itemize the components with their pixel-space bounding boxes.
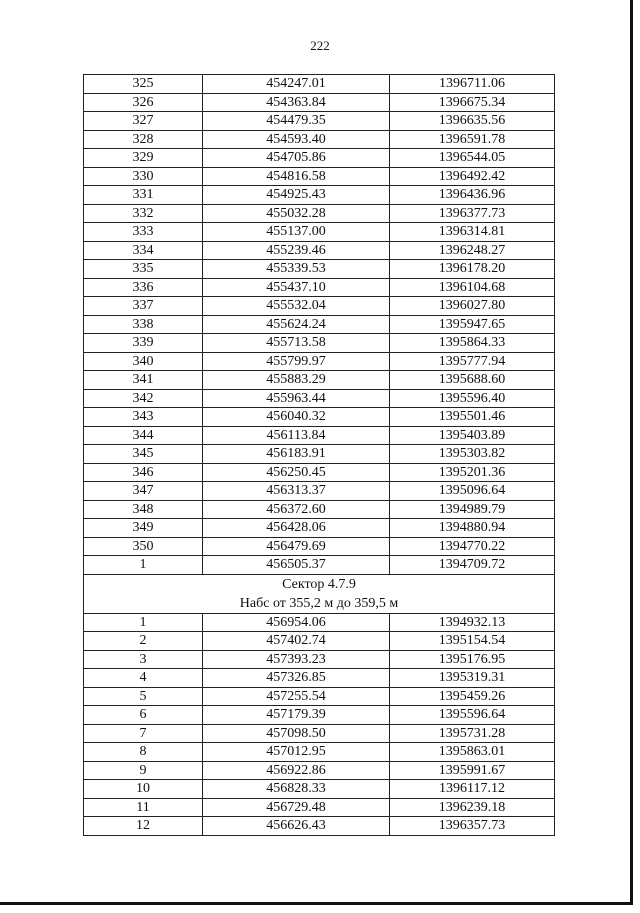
- x-coordinate: 457326.85: [203, 669, 390, 688]
- point-number: 11: [84, 798, 203, 817]
- point-number: 1: [84, 613, 203, 632]
- x-coordinate: 456372.60: [203, 500, 390, 519]
- y-coordinate: 1396492.42: [390, 167, 555, 186]
- point-number: 337: [84, 297, 203, 316]
- point-number: 327: [84, 112, 203, 131]
- sector-subtitle-row: [84, 594, 555, 614]
- coordinates-table-bottom: [84, 613, 555, 835]
- coordinates-table: [83, 74, 555, 836]
- table-row: [84, 724, 555, 743]
- x-coordinate: 455532.04: [203, 297, 390, 316]
- table-row: [84, 297, 555, 316]
- table-row: [84, 687, 555, 706]
- y-coordinate: 1396377.73: [390, 204, 555, 223]
- y-coordinate: 1394989.79: [390, 500, 555, 519]
- table-row: [84, 426, 555, 445]
- y-coordinate: 1396248.27: [390, 241, 555, 260]
- y-coordinate: 1395176.95: [390, 650, 555, 669]
- y-coordinate: 1396239.18: [390, 798, 555, 817]
- table-row: [84, 93, 555, 112]
- x-coordinate: 456505.37: [203, 556, 390, 575]
- point-number: 338: [84, 315, 203, 334]
- point-number: 349: [84, 519, 203, 538]
- x-coordinate: 455713.58: [203, 334, 390, 353]
- point-number: 339: [84, 334, 203, 353]
- x-coordinate: 456479.69: [203, 537, 390, 556]
- x-coordinate: 454247.01: [203, 75, 390, 94]
- table-row: [84, 223, 555, 242]
- point-number: 333: [84, 223, 203, 242]
- sector-title: Сектор 4.7.9: [84, 574, 555, 594]
- x-coordinate: 457255.54: [203, 687, 390, 706]
- y-coordinate: 1395596.40: [390, 389, 555, 408]
- y-coordinate: 1396711.06: [390, 75, 555, 94]
- point-number: 346: [84, 463, 203, 482]
- x-coordinate: 454816.58: [203, 167, 390, 186]
- sector-title-row: [84, 574, 555, 594]
- point-number: 331: [84, 186, 203, 205]
- table-row: [84, 780, 555, 799]
- table-row: [84, 315, 555, 334]
- y-coordinate: 1395991.67: [390, 761, 555, 780]
- x-coordinate: 454479.35: [203, 112, 390, 131]
- table-row: [84, 761, 555, 780]
- x-coordinate: 456250.45: [203, 463, 390, 482]
- point-number: 350: [84, 537, 203, 556]
- point-number: 8: [84, 743, 203, 762]
- point-number: 343: [84, 408, 203, 427]
- y-coordinate: 1396635.56: [390, 112, 555, 131]
- y-coordinate: 1395319.31: [390, 669, 555, 688]
- x-coordinate: 454705.86: [203, 149, 390, 168]
- table-row: [84, 112, 555, 131]
- x-coordinate: 455239.46: [203, 241, 390, 260]
- point-number: 5: [84, 687, 203, 706]
- y-coordinate: 1396314.81: [390, 223, 555, 242]
- y-coordinate: 1396357.73: [390, 817, 555, 836]
- table-row: [84, 334, 555, 353]
- y-coordinate: 1395688.60: [390, 371, 555, 390]
- x-coordinate: 456183.91: [203, 445, 390, 464]
- table-row: [84, 186, 555, 205]
- point-number: 347: [84, 482, 203, 501]
- x-coordinate: 456626.43: [203, 817, 390, 836]
- table-row: [84, 204, 555, 223]
- point-number: 345: [84, 445, 203, 464]
- table-row: [84, 556, 555, 575]
- point-number: 336: [84, 278, 203, 297]
- table-row: [84, 167, 555, 186]
- point-number: 1: [84, 556, 203, 575]
- y-coordinate: 1395403.89: [390, 426, 555, 445]
- table-row: [84, 278, 555, 297]
- point-number: 330: [84, 167, 203, 186]
- x-coordinate: 455963.44: [203, 389, 390, 408]
- y-coordinate: 1395777.94: [390, 352, 555, 371]
- y-coordinate: 1395459.26: [390, 687, 555, 706]
- y-coordinate: 1395501.46: [390, 408, 555, 427]
- x-coordinate: 456954.06: [203, 613, 390, 632]
- x-coordinate: 456113.84: [203, 426, 390, 445]
- table-row: [84, 817, 555, 836]
- x-coordinate: 455624.24: [203, 315, 390, 334]
- y-coordinate: 1396027.80: [390, 297, 555, 316]
- table-row: [84, 149, 555, 168]
- y-coordinate: 1396436.96: [390, 186, 555, 205]
- table-row: [84, 669, 555, 688]
- y-coordinate: 1395154.54: [390, 632, 555, 651]
- x-coordinate: 455137.00: [203, 223, 390, 242]
- x-coordinate: 455799.97: [203, 352, 390, 371]
- coordinates-table-top: [84, 75, 555, 575]
- table-row: [84, 75, 555, 94]
- x-coordinate: 454363.84: [203, 93, 390, 112]
- x-coordinate: 455437.10: [203, 278, 390, 297]
- y-coordinate: 1395731.28: [390, 724, 555, 743]
- table-row: [84, 352, 555, 371]
- point-number: 12: [84, 817, 203, 836]
- y-coordinate: 1396104.68: [390, 278, 555, 297]
- x-coordinate: 456313.37: [203, 482, 390, 501]
- table-row: [84, 519, 555, 538]
- y-coordinate: 1394709.72: [390, 556, 555, 575]
- x-coordinate: 456729.48: [203, 798, 390, 817]
- x-coordinate: 455339.53: [203, 260, 390, 279]
- x-coordinate: 457393.23: [203, 650, 390, 669]
- point-number: 335: [84, 260, 203, 279]
- point-number: 4: [84, 669, 203, 688]
- table-row: [84, 463, 555, 482]
- y-coordinate: 1396117.12: [390, 780, 555, 799]
- point-number: 10: [84, 780, 203, 799]
- x-coordinate: 457098.50: [203, 724, 390, 743]
- point-number: 348: [84, 500, 203, 519]
- point-number: 7: [84, 724, 203, 743]
- x-coordinate: 456922.86: [203, 761, 390, 780]
- y-coordinate: 1396178.20: [390, 260, 555, 279]
- table-row: [84, 743, 555, 762]
- point-number: 326: [84, 93, 203, 112]
- table-row: [84, 500, 555, 519]
- point-number: 6: [84, 706, 203, 725]
- y-coordinate: 1395303.82: [390, 445, 555, 464]
- point-number: 9: [84, 761, 203, 780]
- y-coordinate: 1395864.33: [390, 334, 555, 353]
- point-number: 2: [84, 632, 203, 651]
- table-row: [84, 260, 555, 279]
- page-number: 222: [310, 38, 330, 53]
- table-row: [84, 632, 555, 651]
- sector-header: [84, 574, 555, 613]
- point-number: 332: [84, 204, 203, 223]
- x-coordinate: 456428.06: [203, 519, 390, 538]
- y-coordinate: 1394932.13: [390, 613, 555, 632]
- y-coordinate: 1394770.22: [390, 537, 555, 556]
- table-row: [84, 130, 555, 149]
- x-coordinate: 455032.28: [203, 204, 390, 223]
- y-coordinate: 1395201.36: [390, 463, 555, 482]
- point-number: 3: [84, 650, 203, 669]
- table-row: [84, 389, 555, 408]
- x-coordinate: 457179.39: [203, 706, 390, 725]
- point-number: 340: [84, 352, 203, 371]
- y-coordinate: 1395947.65: [390, 315, 555, 334]
- point-number: 344: [84, 426, 203, 445]
- x-coordinate: 454925.43: [203, 186, 390, 205]
- y-coordinate: 1394880.94: [390, 519, 555, 538]
- y-coordinate: 1395096.64: [390, 482, 555, 501]
- y-coordinate: 1395863.01: [390, 743, 555, 762]
- y-coordinate: 1395596.64: [390, 706, 555, 725]
- sector-subtitle: Набс от 355,2 м до 359,5 м: [84, 594, 555, 614]
- point-number: 334: [84, 241, 203, 260]
- point-number: 328: [84, 130, 203, 149]
- table-row: [84, 482, 555, 501]
- table-row: [84, 537, 555, 556]
- point-number: 325: [84, 75, 203, 94]
- point-number: 341: [84, 371, 203, 390]
- x-coordinate: 455883.29: [203, 371, 390, 390]
- point-number: 329: [84, 149, 203, 168]
- table-row: [84, 798, 555, 817]
- table-row: [84, 706, 555, 725]
- y-coordinate: 1396675.34: [390, 93, 555, 112]
- y-coordinate: 1396544.05: [390, 149, 555, 168]
- x-coordinate: 456828.33: [203, 780, 390, 799]
- table-row: [84, 408, 555, 427]
- x-coordinate: 457012.95: [203, 743, 390, 762]
- x-coordinate: 457402.74: [203, 632, 390, 651]
- y-coordinate: 1396591.78: [390, 130, 555, 149]
- x-coordinate: 456040.32: [203, 408, 390, 427]
- table-row: [84, 613, 555, 632]
- table-row: [84, 371, 555, 390]
- table-row: [84, 650, 555, 669]
- table-row: [84, 445, 555, 464]
- table-row: [84, 241, 555, 260]
- point-number: 342: [84, 389, 203, 408]
- x-coordinate: 454593.40: [203, 130, 390, 149]
